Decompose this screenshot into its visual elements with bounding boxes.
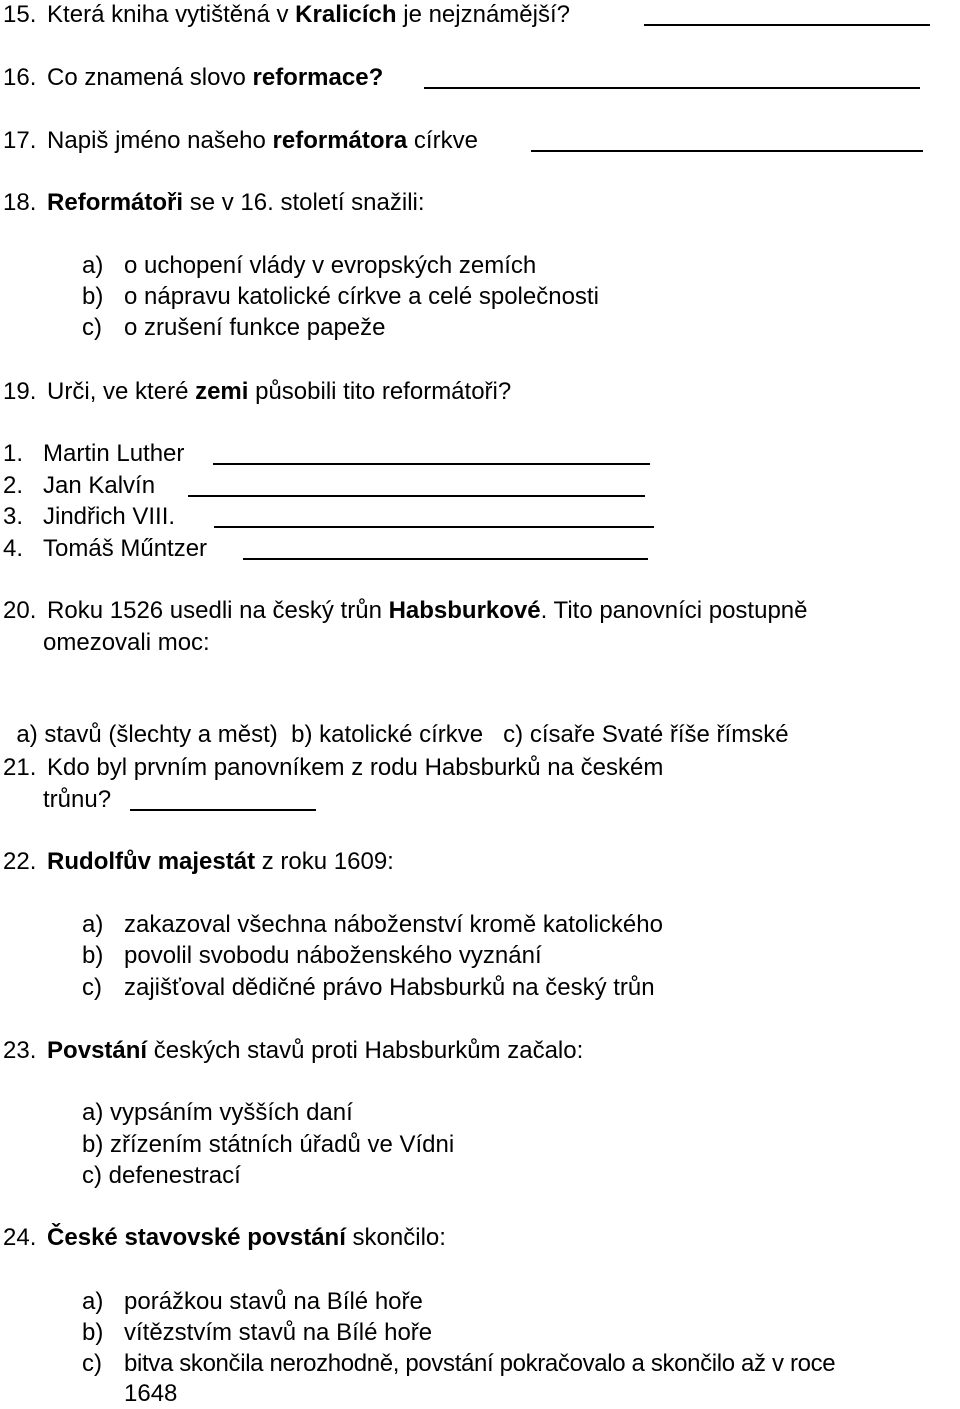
question-keyword: České stavovské povstání (47, 1224, 346, 1251)
question-number: 19. (3, 378, 37, 405)
option-23a[interactable]: a) vypsáním vyšších daní (82, 1099, 353, 1126)
question-20-continuation: omezovali moc: (43, 629, 210, 656)
answer-blank-21[interactable] (130, 809, 316, 811)
answer-blank-19-3[interactable] (214, 526, 654, 528)
answer-blank-16[interactable] (424, 87, 920, 89)
answer-blank-15[interactable] (644, 24, 930, 26)
question-text: Kdo byl prvním panovníkem z rodu Habsburků na českém (47, 754, 664, 781)
question-text: je nejznámější? (396, 1, 570, 28)
question-number: 20. (3, 597, 37, 624)
question-keyword: Kralicích (295, 1, 397, 28)
question-23 (3, 1036, 583, 1066)
options-20[interactable]: a) stavů (šlechty a měst) b) katolické církve c) císaře Svaté říše římské (16, 721, 789, 748)
question-text: . Tito panovníci postupně (540, 597, 808, 624)
question-number: 21. (3, 754, 37, 781)
question-number: 17. (3, 127, 37, 154)
question-text: Která kniha vytištěná v (47, 1, 296, 28)
question-number: 24. (3, 1224, 37, 1251)
question-18 (3, 188, 425, 218)
question-text: Napiš jméno našeho (47, 127, 273, 154)
option-18a[interactable]: a) o uchopení vlády v evropských zemích (82, 252, 537, 279)
answer-blank-19-4[interactable] (243, 558, 648, 560)
question-keyword: Habsburkové (388, 597, 541, 624)
question-text: z roku 1609: (255, 848, 394, 875)
question-text: skončilo: (345, 1224, 446, 1251)
option-24b[interactable]: b) vítězstvím stavů na Bílé hoře (82, 1319, 433, 1346)
question-text: církve (407, 127, 478, 154)
question-number: 18. (3, 189, 37, 216)
question-keyword: zemi (195, 378, 249, 405)
question-21-continuation: trůnu? (43, 786, 112, 813)
question-number: 15. (3, 1, 37, 28)
question-19 (3, 377, 511, 407)
question-number: 23. (3, 1037, 37, 1064)
question-22 (3, 847, 394, 877)
question-text: se v 16. století snažili: (183, 189, 425, 216)
question-24 (3, 1223, 446, 1253)
option-18b[interactable]: b) o nápravu katolické církve a celé společnosti (82, 283, 599, 310)
question-text: Urči, ve které (47, 378, 196, 405)
option-24a[interactable]: a) porážkou stavů na Bílé hoře (82, 1288, 423, 1315)
reformer-item-3: 3. Jindřich VIII. (3, 503, 176, 530)
question-20 (3, 596, 808, 626)
answer-blank-19-2[interactable] (188, 495, 645, 497)
reformer-item-1: 1. Martin Luther (3, 440, 185, 467)
question-number: 16. (3, 64, 37, 91)
question-text: působili tito reformátoři? (248, 378, 512, 405)
option-18c[interactable]: c) o zrušení funkce papeže (82, 314, 386, 341)
question-17 (3, 126, 478, 156)
reformer-item-4: 4. Tomáš Műntzer (3, 535, 208, 562)
question-keyword: reformace? (252, 64, 384, 91)
question-16 (3, 63, 383, 93)
question-21 (3, 753, 663, 783)
option-24c-continuation: 1648 (124, 1380, 178, 1407)
question-keyword: Rudolfův majestát (47, 848, 256, 875)
question-text: Roku 1526 usedli na český trůn (47, 597, 389, 624)
question-text: Co znamená slovo (47, 64, 253, 91)
reformer-item-2: 2. Jan Kalvín (3, 472, 156, 499)
question-number: 22. (3, 848, 37, 875)
question-keyword: Povstání (47, 1037, 148, 1064)
option-22a[interactable]: a) zakazoval všechna náboženství kromě katolického (82, 911, 663, 938)
question-keyword: reformátora (272, 127, 408, 154)
option-23b[interactable]: b) zřízením státních úřadů ve Vídni (82, 1131, 455, 1158)
option-23c[interactable]: c) defenestrací (82, 1162, 241, 1189)
option-24c[interactable]: c) bitva skončila nerozhodně, povstání pokračovalo a skončilo až v roce (82, 1350, 836, 1377)
question-text: českých stavů proti Habsburkům začalo: (147, 1037, 584, 1064)
answer-blank-19-1[interactable] (213, 463, 650, 465)
question-keyword: Reformátoři (47, 189, 184, 216)
option-22c[interactable]: c) zajišťoval dědičné právo Habsburků na český trůn (82, 974, 655, 1001)
question-15 (3, 0, 570, 30)
answer-blank-17[interactable] (531, 150, 923, 152)
option-22b[interactable]: b) povolil svobodu náboženského vyznání (82, 942, 542, 969)
